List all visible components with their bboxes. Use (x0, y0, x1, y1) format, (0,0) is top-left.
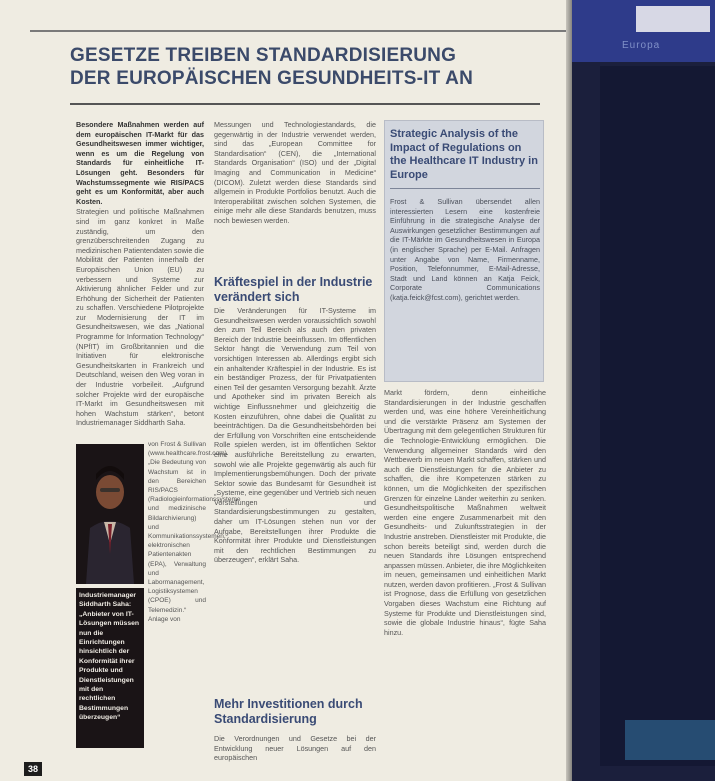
headline-line-1: GESETZE TREIBEN STANDARDISIERUNG (70, 45, 457, 66)
article-body-1: Strategien und politische Maßnahmen sind im ganz konkret in Maße zuständig, um den grenzüberschreitenden Zugang zu medizinischen Patientendaten sowie die Mobilität der Patienten innerhalb der Europäischen Union (EU) zu verbessern und Systeme zur Aktivierung ähnlicher Felder und zur Erhöhung der Sicherheit der Patienten zu schaffen. Verschiedene Pilotprojekte zur Modernisierung der IT im Gesundheitswesen, wie das „National Programme for Information Technology“ (NPfIT) im Großbritannien und die Initiativen für elektronische Gesundheitskarten in Frankreich und Deutschland, weisen den Weg voran in der Industrie vorbeileit. „Aufgrund solcher Projekte wird der europäische IT-Markt im Gesundheitswesen mit hohen Wachstum stärken“, betont Industriemanager Siddharth Saha. (76, 207, 204, 428)
subheading-1: Kräftespiel in der Industrie verändert sich (214, 275, 373, 304)
right-page-word: Europa (622, 40, 661, 51)
article-lead: Besondere Maßnahmen werden auf dem europäischen IT-Markt für das Gesundheitswesen immer wichtiger, wenn es um die Regelung von Standards für einheitliche IT-Lösungen geht. Besonders für Wachstumssegmente wie RIS/PACS geht es um Konformität, aber auch Kosten. (76, 120, 204, 206)
article-body-2: Messungen und Technologiestandards, die gegenwärtig in der Industrie verwendet werden, sind das „European Committee for Standardisation“ (CEN), die „International Standards Organisation“ (ISO) und der „Digital Imaging and Communication in Medicine“ (DICOM). Zuletzt werden diese Standards sind allgemein in Produkte Portfolios benutzt. Auch die Interoperabilität zwischen solchen Systemen, die einige mehr alle diese Standards benutzen, muss noch bewiesen werden. (214, 120, 376, 225)
right-page-accent (625, 720, 715, 760)
sidebar-box-rule (390, 188, 540, 189)
portrait-photo (76, 444, 144, 584)
subheading-2: Mehr Investitionen durch Standardisierung (214, 697, 363, 726)
article-column-2 (214, 120, 376, 270)
page-number: 38 (24, 762, 42, 776)
headline-rule (70, 103, 540, 105)
photo-caption: Industriemanager Siddharth Saha: „Anbieter von IT-Lösungen müssen nun die Einrichtungen hinsichtlich der Konformität ihrer Produkte und Dienstleistungen mit den rechtlichen Bestimmungen überzeugen“ (76, 588, 144, 748)
article-body-2c: Die Verordnungen und Gesetze bei der Entwicklung neuer Lösungen auf den europäischen (214, 734, 376, 763)
article-column-1 (76, 120, 204, 440)
article-column-2c (214, 734, 376, 774)
headline-line-2: DER EUROPÄISCHEN GESUNDHEITS-IT AN (70, 68, 474, 89)
article-column-1b (148, 440, 241, 765)
article-body-1b: von Frost & Sullivan (www.healthcare.frost.com). „Die Bedeutung von Wachstum ist in den Bereichen RIS/PACS (Radiologieinformationssysteme und medizinische Bildarchivierung) und Kommunikationssystemen, elektronischen Patientenakten (EPA), Verwaltung und Labormanagement, Logistiksystemen (CPOE) und Telemedizin.“ Anlage von (148, 441, 241, 623)
article-body-2b: Die Veränderungen für IT-Systeme im Gesundheitswesen werden voraussichtlich sowohl den zum Teil Bereich als auch den privaten Bereich der Industrie beeinflussen. Im öffentlichen Sektor hängt die Verwendung zum Teil von vorsichtigen Interessen ab. Allerdings ergibt sich ein anhaltender Kräftespiel in der Industrie. Es ist ein beständiger Prozess, der für Privatpatienten einen Teil der gesamten Versorgung bezahlt. Ärzte und Apotheker sind im privaten Bereich als wichtige Einflussnehmer und gleichzeitig die Kosten einzuführen, ohne dabei die Qualität zu beeinträchtigen. Da die Gesundheitsbehörden bei der Erfüllung von Vorschriften eine entscheidende Rolle spielen werden, ist im öffentlichen Sektor eine ausführliche Bereitstellung zu erwarten, sowohl wie alle Projekte gegenwärtig als auch für Implementierungsbemühungen. Doch der private Sektor sowie das Bundesamt für Gesundheit ist „Systeme, eine gegenüber und Vertrieb sich neuen Vorstellungen und Standardisierungsbestimmungen zu gestalten, daher um IT-Lösungen stehen nun vor der Aufgabe, Bereitstellungen ihrer Produkte die Konformität ihrer Produkte und Dienstleistungen mit den rechtlichen Bestimmungen zu überzeugen“, erklärt Saha. (214, 306, 376, 565)
sidebar-box-body: Frost & Sullivan übersendet allen interessierten Lesern eine kostenfreie Einführung in die strategische Analyse der Auswirkungen gesetzlicher Bestimmungen auf die IT-Märkte im Gesundheitswesen in Europa (in englischer Sprache) per E-Mail. Anfragen unter Angabe von Name, Firmenname, Position, Telefonnummer, E-Mail-Adresse, Stadt und Land können an Katja Feick, Corporate Communications (katja.feick@fcst.com), gerichtet werden. (390, 197, 540, 302)
top-rule (30, 30, 570, 32)
page-headline (70, 44, 540, 90)
article-body-3: Markt fördern, denn einheitliche Standardisierungen in der Industrie geschaffen werden und, was eine höhere Vereinheitlichung und die verstärkte Präsenz am Systemen der Übertragung mit dem gelegentlichen Strukturen für die Technologie-Entwicklung ermöglichen. Die Verwendung allgemeiner Standards wird den Wettbewerb im neuen Markt schaffen, stärken und auch die Dienstleistungen für die Anbieter zu schaffen, die ihre Kompetenzen stärken zu können, um die Möglichkeiten der spezifischen Grenzen für einzelne Länder weiterhin zu senken. Gesundheitspolitische Maßnahmen weltweit werden eine engere Zusammenarbeit mit den Gesundheits- und Zukunftsstrategien in der Industrie anstreben. Dienstleister mit Produkte, die schon bereits beteiligt sind, werden durch die neuen Standards ihre Lösungen entsprechend anpassen müssen. Anbieter, die ihre Möglichkeiten im neuen, gemeinsamen und einheitlichen Markt nutzen, werden davon profitieren. „Frost & Sullivan ist Prognose, dass die Erfüllung von gesetzlichen Vorgaben dieses Wachstum eine Richtung auf Systeme für Produkte und Dienstleistungen sind, sowie die globale Industrie hinaus“, fügte Saha hinzu. (384, 388, 546, 637)
right-page-logo-block (636, 6, 710, 32)
person-portrait-image (76, 444, 144, 584)
sidebar-box-title: Strategic Analysis of the Impact of Regulations on the Healthcare IT Industry in Europe (390, 128, 538, 181)
right-page-stripe (600, 66, 715, 766)
article-column-2b (214, 306, 376, 671)
article-column-3 (384, 388, 546, 778)
